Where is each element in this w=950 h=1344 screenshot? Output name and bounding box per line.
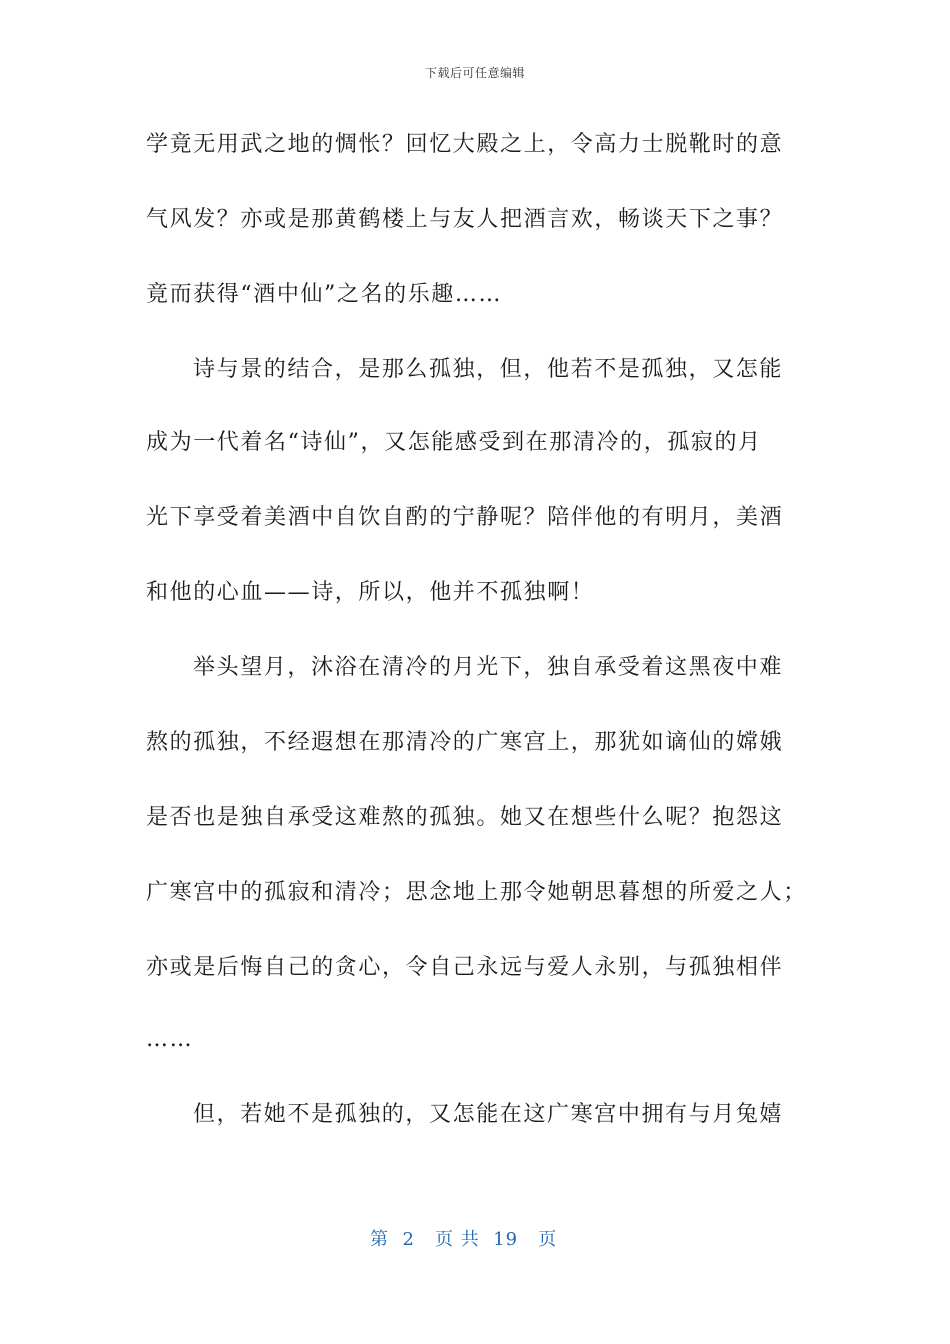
- text-line: 气风发？亦或是那黄鹤楼上与友人把酒言欢，畅谈天下之事？: [146, 207, 784, 232]
- text-line: 竟而获得“酒中仙”之名的乐趣……: [146, 282, 503, 307]
- text-line: 成为一代着名“诗仙”，又怎能感受到在那清冷的，孤寂的月: [146, 430, 762, 455]
- text-line: 熬的孤独，不经遐想在那清冷的广寒宫上，那犹如谪仙的嫦娥: [146, 730, 784, 755]
- text-line: 光下享受着美酒中自饮自酌的宁静呢？陪伴他的有明月，美酒: [146, 505, 784, 530]
- paragraph-first-line: 诗与景的结合，是那么孤独，但，他若不是孤独，又怎能: [193, 357, 784, 382]
- text-line: 亦或是后悔自己的贪心，令自己永远与爱人永别，与孤独相伴: [146, 955, 784, 980]
- page-header: 下载后可任意编辑: [424, 66, 525, 80]
- page-number-footer: 第 2 页 共 19 页: [370, 1229, 558, 1250]
- text-line: 和他的心血——诗，所以，他并不孤独啊！: [146, 580, 595, 605]
- text-line: 广寒宫中的孤寂和清冷；思念地上那令她朝思暮想的所爱之人；: [146, 880, 807, 905]
- text-line: ……: [146, 1027, 194, 1052]
- paragraph-first-line: 举头望月，沐浴在清冷的月光下，独自承受着这黑夜中难: [193, 655, 784, 680]
- text-line: 是否也是独自承受这难熬的孤独。她又在想些什么呢？抱怨这: [146, 805, 784, 830]
- paragraph-first-line: 但，若她不是孤独的，又怎能在这广寒宫中拥有与月兔嬉: [193, 1102, 784, 1127]
- text-line: 学竟无用武之地的惆怅？回忆大殿之上，令高力士脱靴时的意: [146, 132, 784, 157]
